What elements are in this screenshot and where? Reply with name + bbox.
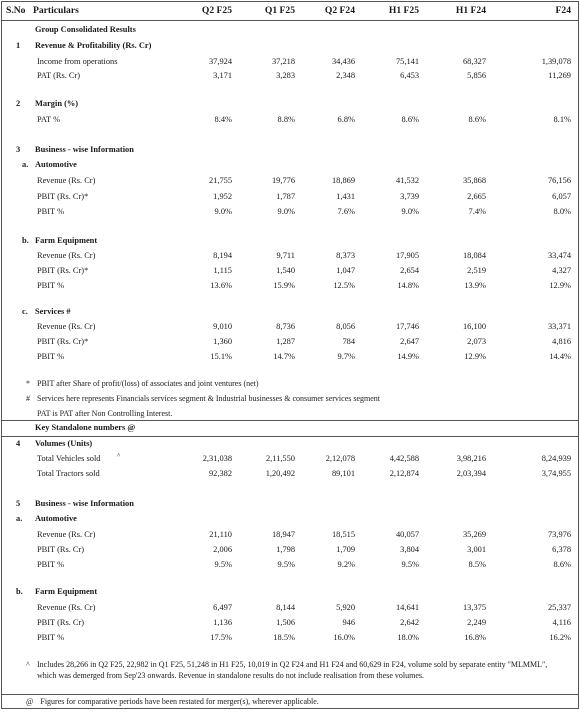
section-number: 3	[16, 145, 21, 154]
cell-q2-f25: 17.5%	[210, 633, 232, 642]
row-label: PAT (Rs. Cr)	[37, 71, 81, 80]
cell-q2-f25: 37,924	[208, 57, 232, 66]
table-row	[2, 206, 578, 218]
cell-h1-f25: 17,905	[395, 251, 419, 260]
table-row	[2, 617, 578, 629]
cell-h1-f24: 2,249	[467, 618, 486, 627]
note-marker: #	[26, 394, 30, 403]
table-row	[2, 468, 578, 480]
cell-q2-f25: 6,497	[213, 603, 232, 612]
cell-f24: 8.0%	[553, 207, 571, 216]
cell-q2-f24: 784	[342, 337, 355, 346]
footnote-at	[26, 696, 319, 707]
header-q2-f24: Q2 F24	[324, 5, 355, 16]
standalone-divider-top	[2, 420, 578, 421]
header-f24: F24	[555, 5, 571, 16]
subsection-title: Farm Equipment	[35, 236, 98, 245]
section-3-heading	[2, 144, 578, 156]
cell-q1-f25: 9.0%	[277, 207, 295, 216]
cell-h1-f25: 9.5%	[401, 560, 419, 569]
cell-q1-f25: 8.8%	[277, 115, 295, 124]
cell-f24: 33,474	[547, 251, 571, 260]
cell-q1-f25: 19,776	[271, 176, 295, 185]
cell-q2-f25: 1,952	[213, 192, 232, 201]
cell-h1-f25: 14.9%	[397, 352, 419, 361]
header-sno: S.No	[6, 5, 26, 16]
table-row	[2, 191, 578, 203]
footnote-caret-marker: ^	[117, 452, 121, 460]
row-label: PBIT %	[37, 633, 65, 642]
row-label: PBIT %	[37, 352, 65, 361]
note-star	[26, 378, 259, 389]
note-text: PBIT after Share of profit/(loss) of associates and joint ventures (net)	[37, 379, 259, 388]
cell-q2-f24: 18,869	[331, 176, 355, 185]
subsection-automotive	[2, 159, 578, 171]
subsection-letter: b.	[22, 236, 29, 245]
table-row	[2, 453, 578, 465]
cell-h1-f24: 35,269	[462, 530, 486, 539]
cell-q2-f24: 18,515	[331, 530, 355, 539]
cell-q2-f24: 2,12,078	[325, 454, 355, 463]
note-hash	[26, 393, 380, 404]
cell-f24: 73,976	[547, 530, 571, 539]
cell-q1-f25: 2,11,550	[265, 454, 295, 463]
cell-q2-f24: 2,348	[336, 71, 355, 80]
header-divider	[2, 20, 578, 21]
cell-h1-f24: 13,375	[462, 603, 486, 612]
cell-q1-f25: 8,736	[276, 322, 295, 331]
section-title: Business - wise Information	[35, 145, 134, 154]
cell-q2-f24: 9.7%	[337, 352, 355, 361]
footnote-text: Figures for comparative periods have been restated for merger(s), wherever applicable.	[40, 697, 319, 706]
cell-q1-f25: 1,287	[276, 337, 295, 346]
subsection-title: Automotive	[35, 160, 77, 169]
subsection-services	[2, 306, 578, 318]
row-label: PAT %	[37, 115, 61, 124]
table-row	[2, 114, 578, 126]
row-label: PBIT (Rs. Cr)*	[37, 266, 89, 275]
cell-q2-f24: 7.6%	[337, 207, 355, 216]
footnote-marker: ^	[26, 660, 30, 669]
group-title-row	[2, 24, 578, 36]
row-label: PBIT (Rs. Cr)	[37, 618, 85, 627]
table-row	[2, 265, 578, 277]
row-label: Revenue (Rs. Cr)	[37, 176, 96, 185]
section-title: Business - wise Information	[35, 499, 134, 508]
cell-q2-f24: 946	[342, 618, 355, 627]
standalone-title: Key Standalone numbers @	[35, 423, 136, 432]
cell-h1-f25: 3,804	[400, 545, 419, 554]
table-row	[2, 56, 578, 68]
cell-q2-f25: 9.0%	[214, 207, 232, 216]
header-particulars: Particulars	[33, 5, 79, 16]
subsection-letter: c.	[22, 307, 28, 316]
table-row	[2, 336, 578, 348]
row-label: Income from operations	[37, 57, 118, 66]
subsection-farm-equipment	[2, 235, 578, 247]
footnote-marker: @	[26, 697, 34, 706]
subsection-farm-equipment	[2, 586, 578, 598]
table-row	[2, 250, 578, 262]
row-label: PBIT (Rs. Cr)	[37, 545, 85, 554]
cell-q1-f25: 18,947	[271, 530, 295, 539]
header-h1-f24: H1 F24	[455, 5, 486, 16]
cell-h1-f24: 2,073	[467, 337, 486, 346]
cell-h1-f25: 3,739	[400, 192, 419, 201]
header-row	[2, 5, 578, 17]
cell-h1-f24: 3,98,216	[456, 454, 486, 463]
cell-f24: 8,24,939	[541, 454, 571, 463]
cell-h1-f25: 4,42,588	[389, 454, 419, 463]
table-row	[2, 280, 578, 292]
cell-h1-f25: 2,647	[400, 337, 419, 346]
cell-q2-f25: 1,360	[213, 337, 232, 346]
cell-q2-f24: 1,047	[336, 266, 355, 275]
cell-h1-f24: 16.8%	[464, 633, 486, 642]
cell-f24: 16.2%	[549, 633, 571, 642]
cell-f24: 6,057	[552, 192, 571, 201]
cell-f24: 4,816	[552, 337, 571, 346]
cell-h1-f25: 2,12,874	[389, 469, 419, 478]
section-number: 1	[16, 41, 21, 50]
cell-f24: 76,156	[547, 176, 571, 185]
cell-h1-f25: 9.0%	[401, 207, 419, 216]
cell-q2-f25: 21,755	[208, 176, 232, 185]
cell-f24: 8.6%	[553, 560, 571, 569]
cell-q2-f25: 15.1%	[210, 352, 232, 361]
cell-h1-f24: 68,327	[462, 57, 486, 66]
cell-f24: 12.9%	[549, 281, 571, 290]
table-row	[2, 529, 578, 541]
row-label: PBIT %	[37, 560, 65, 569]
table-row	[2, 602, 578, 614]
cell-f24: 1,39,078	[541, 57, 571, 66]
cell-q2-f24: 16.0%	[333, 633, 355, 642]
cell-q1-f25: 1,20,492	[265, 469, 295, 478]
section-2-heading	[2, 98, 578, 110]
cell-q2-f25: 13.6%	[210, 281, 232, 290]
cell-q1-f25: 1,540	[276, 266, 295, 275]
cell-f24: 8.1%	[553, 115, 571, 124]
table-row	[2, 559, 578, 571]
cell-h1-f25: 75,141	[395, 57, 419, 66]
cell-h1-f24: 13.9%	[464, 281, 486, 290]
row-label: Total Vehicles sold	[37, 454, 101, 463]
standalone-title-row	[2, 422, 578, 434]
standalone-divider-bottom	[2, 436, 578, 437]
cell-h1-f25: 40,057	[395, 530, 419, 539]
section-1-heading	[2, 40, 578, 52]
subsection-letter: b.	[16, 587, 23, 596]
cell-h1-f25: 41,532	[395, 176, 419, 185]
cell-h1-f24: 3,001	[467, 545, 486, 554]
section-title: Volumes (Units)	[35, 439, 93, 448]
subsection-automotive	[2, 513, 578, 525]
cell-q1-f25: 14.7%	[273, 352, 295, 361]
row-label: PBIT %	[37, 207, 65, 216]
cell-q2-f25: 21,110	[209, 530, 232, 539]
header-h1-f25: H1 F25	[388, 5, 419, 16]
section-title: Margin (%)	[35, 99, 79, 108]
cell-h1-f25: 2,642	[400, 618, 419, 627]
row-label: Revenue (Rs. Cr)	[37, 322, 96, 331]
section-number: 5	[16, 499, 21, 508]
subsection-letter: a.	[16, 514, 23, 523]
row-label: PBIT (Rs. Cr)*	[37, 337, 89, 346]
cell-q2-f24: 9.2%	[337, 560, 355, 569]
row-label: PBIT (Rs. Cr)*	[37, 192, 89, 201]
subsection-letter: a.	[22, 160, 29, 169]
cell-h1-f24: 8.5%	[468, 560, 486, 569]
cell-h1-f24: 2,519	[467, 266, 486, 275]
table-row	[2, 544, 578, 556]
section-5-heading	[2, 498, 578, 510]
cell-q2-f25: 1,136	[213, 618, 232, 627]
note-marker: *	[26, 379, 30, 388]
cell-h1-f24: 5,856	[467, 71, 486, 80]
cell-h1-f24: 8.6%	[468, 115, 486, 124]
cell-h1-f25: 2,654	[400, 266, 419, 275]
row-label: Revenue (Rs. Cr)	[37, 530, 96, 539]
cell-f24: 33,371	[547, 322, 571, 331]
cell-h1-f25: 6,453	[400, 71, 419, 80]
cell-q2-f25: 2,006	[213, 545, 232, 554]
cell-q2-f24: 12.5%	[333, 281, 355, 290]
section-number: 4	[16, 439, 21, 448]
table-row	[2, 351, 578, 363]
cell-f24: 25,337	[547, 603, 571, 612]
cell-q1-f25: 18.5%	[273, 633, 295, 642]
cell-q2-f25: 9.5%	[214, 560, 232, 569]
cell-f24: 14.4%	[549, 352, 571, 361]
cell-q2-f25: 2,31,038	[202, 454, 232, 463]
cell-q2-f24: 8,056	[336, 322, 355, 331]
cell-h1-f24: 18,084	[462, 251, 486, 260]
footnote-text: Includes 28,266 in Q2 F25, 22,982 in Q1 F25, 51,248 in H1 F25, 10,019 in Q2 F24 and H1 F24 and 60,629 in F24, volume sold by separate entity "MLMML", which was demerged from Sep'23 onwards. Revenue in standalone results do not include realisation from these volumes.	[37, 660, 548, 680]
header-q1-f25: Q1 F25	[264, 5, 295, 16]
cell-q2-f24: 6.8%	[337, 115, 355, 124]
section-title: Revenue & Profitability (Rs. Cr)	[35, 41, 152, 50]
cell-q1-f25: 3,283	[276, 71, 295, 80]
cell-q2-f24: 89,101	[331, 469, 355, 478]
row-label: PBIT %	[37, 281, 65, 290]
cell-q1-f25: 1,798	[276, 545, 295, 554]
results-table	[1, 1, 579, 709]
table-row	[2, 175, 578, 187]
cell-f24: 4,116	[552, 618, 571, 627]
table-row	[2, 632, 578, 644]
footnote-caret	[26, 659, 566, 681]
cell-h1-f24: 7.4%	[468, 207, 486, 216]
cell-q1-f25: 15.9%	[273, 281, 295, 290]
cell-q2-f25: 1,115	[213, 266, 232, 275]
section-4-heading	[2, 438, 578, 450]
row-label: Revenue (Rs. Cr)	[37, 251, 96, 260]
cell-h1-f25: 14.8%	[397, 281, 419, 290]
cell-h1-f24: 35,868	[462, 176, 486, 185]
table-row	[2, 70, 578, 82]
cell-h1-f25: 18.0%	[397, 633, 419, 642]
row-label: Revenue (Rs. Cr)	[37, 603, 96, 612]
cell-h1-f24: 16,100	[462, 322, 486, 331]
cell-q1-f25: 37,218	[271, 57, 295, 66]
cell-q2-f24: 1,709	[336, 545, 355, 554]
cell-q1-f25: 8,144	[276, 603, 295, 612]
cell-f24: 3,74,955	[541, 469, 571, 478]
footnote-divider	[2, 694, 578, 695]
cell-f24: 6,378	[552, 545, 571, 554]
cell-q2-f25: 92,382	[208, 469, 232, 478]
cell-q2-f24: 8,373	[336, 251, 355, 260]
cell-q2-f25: 8,194	[213, 251, 232, 260]
subsection-title: Automotive	[35, 514, 77, 523]
cell-q2-f24: 34,436	[331, 57, 355, 66]
cell-h1-f25: 17,746	[395, 322, 419, 331]
cell-q1-f25: 9,711	[276, 251, 295, 260]
cell-q1-f25: 9.5%	[277, 560, 295, 569]
section-number: 2	[16, 99, 21, 108]
cell-h1-f24: 2,03,394	[456, 469, 486, 478]
table-row	[2, 321, 578, 333]
subsection-title: Farm Equipment	[35, 587, 98, 596]
cell-q2-f24: 1,431	[336, 192, 355, 201]
cell-q1-f25: 1,787	[276, 192, 295, 201]
cell-q2-f24: 5,920	[336, 603, 355, 612]
cell-f24: 4,327	[552, 266, 571, 275]
group-title: Group Consolidated Results	[35, 25, 136, 34]
cell-h1-f24: 2,665	[467, 192, 486, 201]
cell-f24: 11,269	[548, 71, 571, 80]
row-label: Total Tractors sold	[37, 469, 100, 478]
note-pat: PAT is PAT after Non Controlling Interest.	[37, 409, 173, 418]
cell-h1-f25: 8.6%	[401, 115, 419, 124]
header-q2-f25: Q2 F25	[201, 5, 232, 16]
cell-q2-f25: 3,171	[213, 71, 232, 80]
cell-h1-f25: 14,641	[395, 603, 419, 612]
note-text: Services here represents Financials services segment & Industrial businesses & consumer services segment	[37, 394, 381, 403]
cell-q1-f25: 1,506	[276, 618, 295, 627]
cell-q2-f25: 9,010	[213, 322, 232, 331]
cell-q2-f25: 8.4%	[214, 115, 232, 124]
subsection-title: Services #	[35, 307, 71, 316]
cell-h1-f24: 12.9%	[464, 352, 486, 361]
